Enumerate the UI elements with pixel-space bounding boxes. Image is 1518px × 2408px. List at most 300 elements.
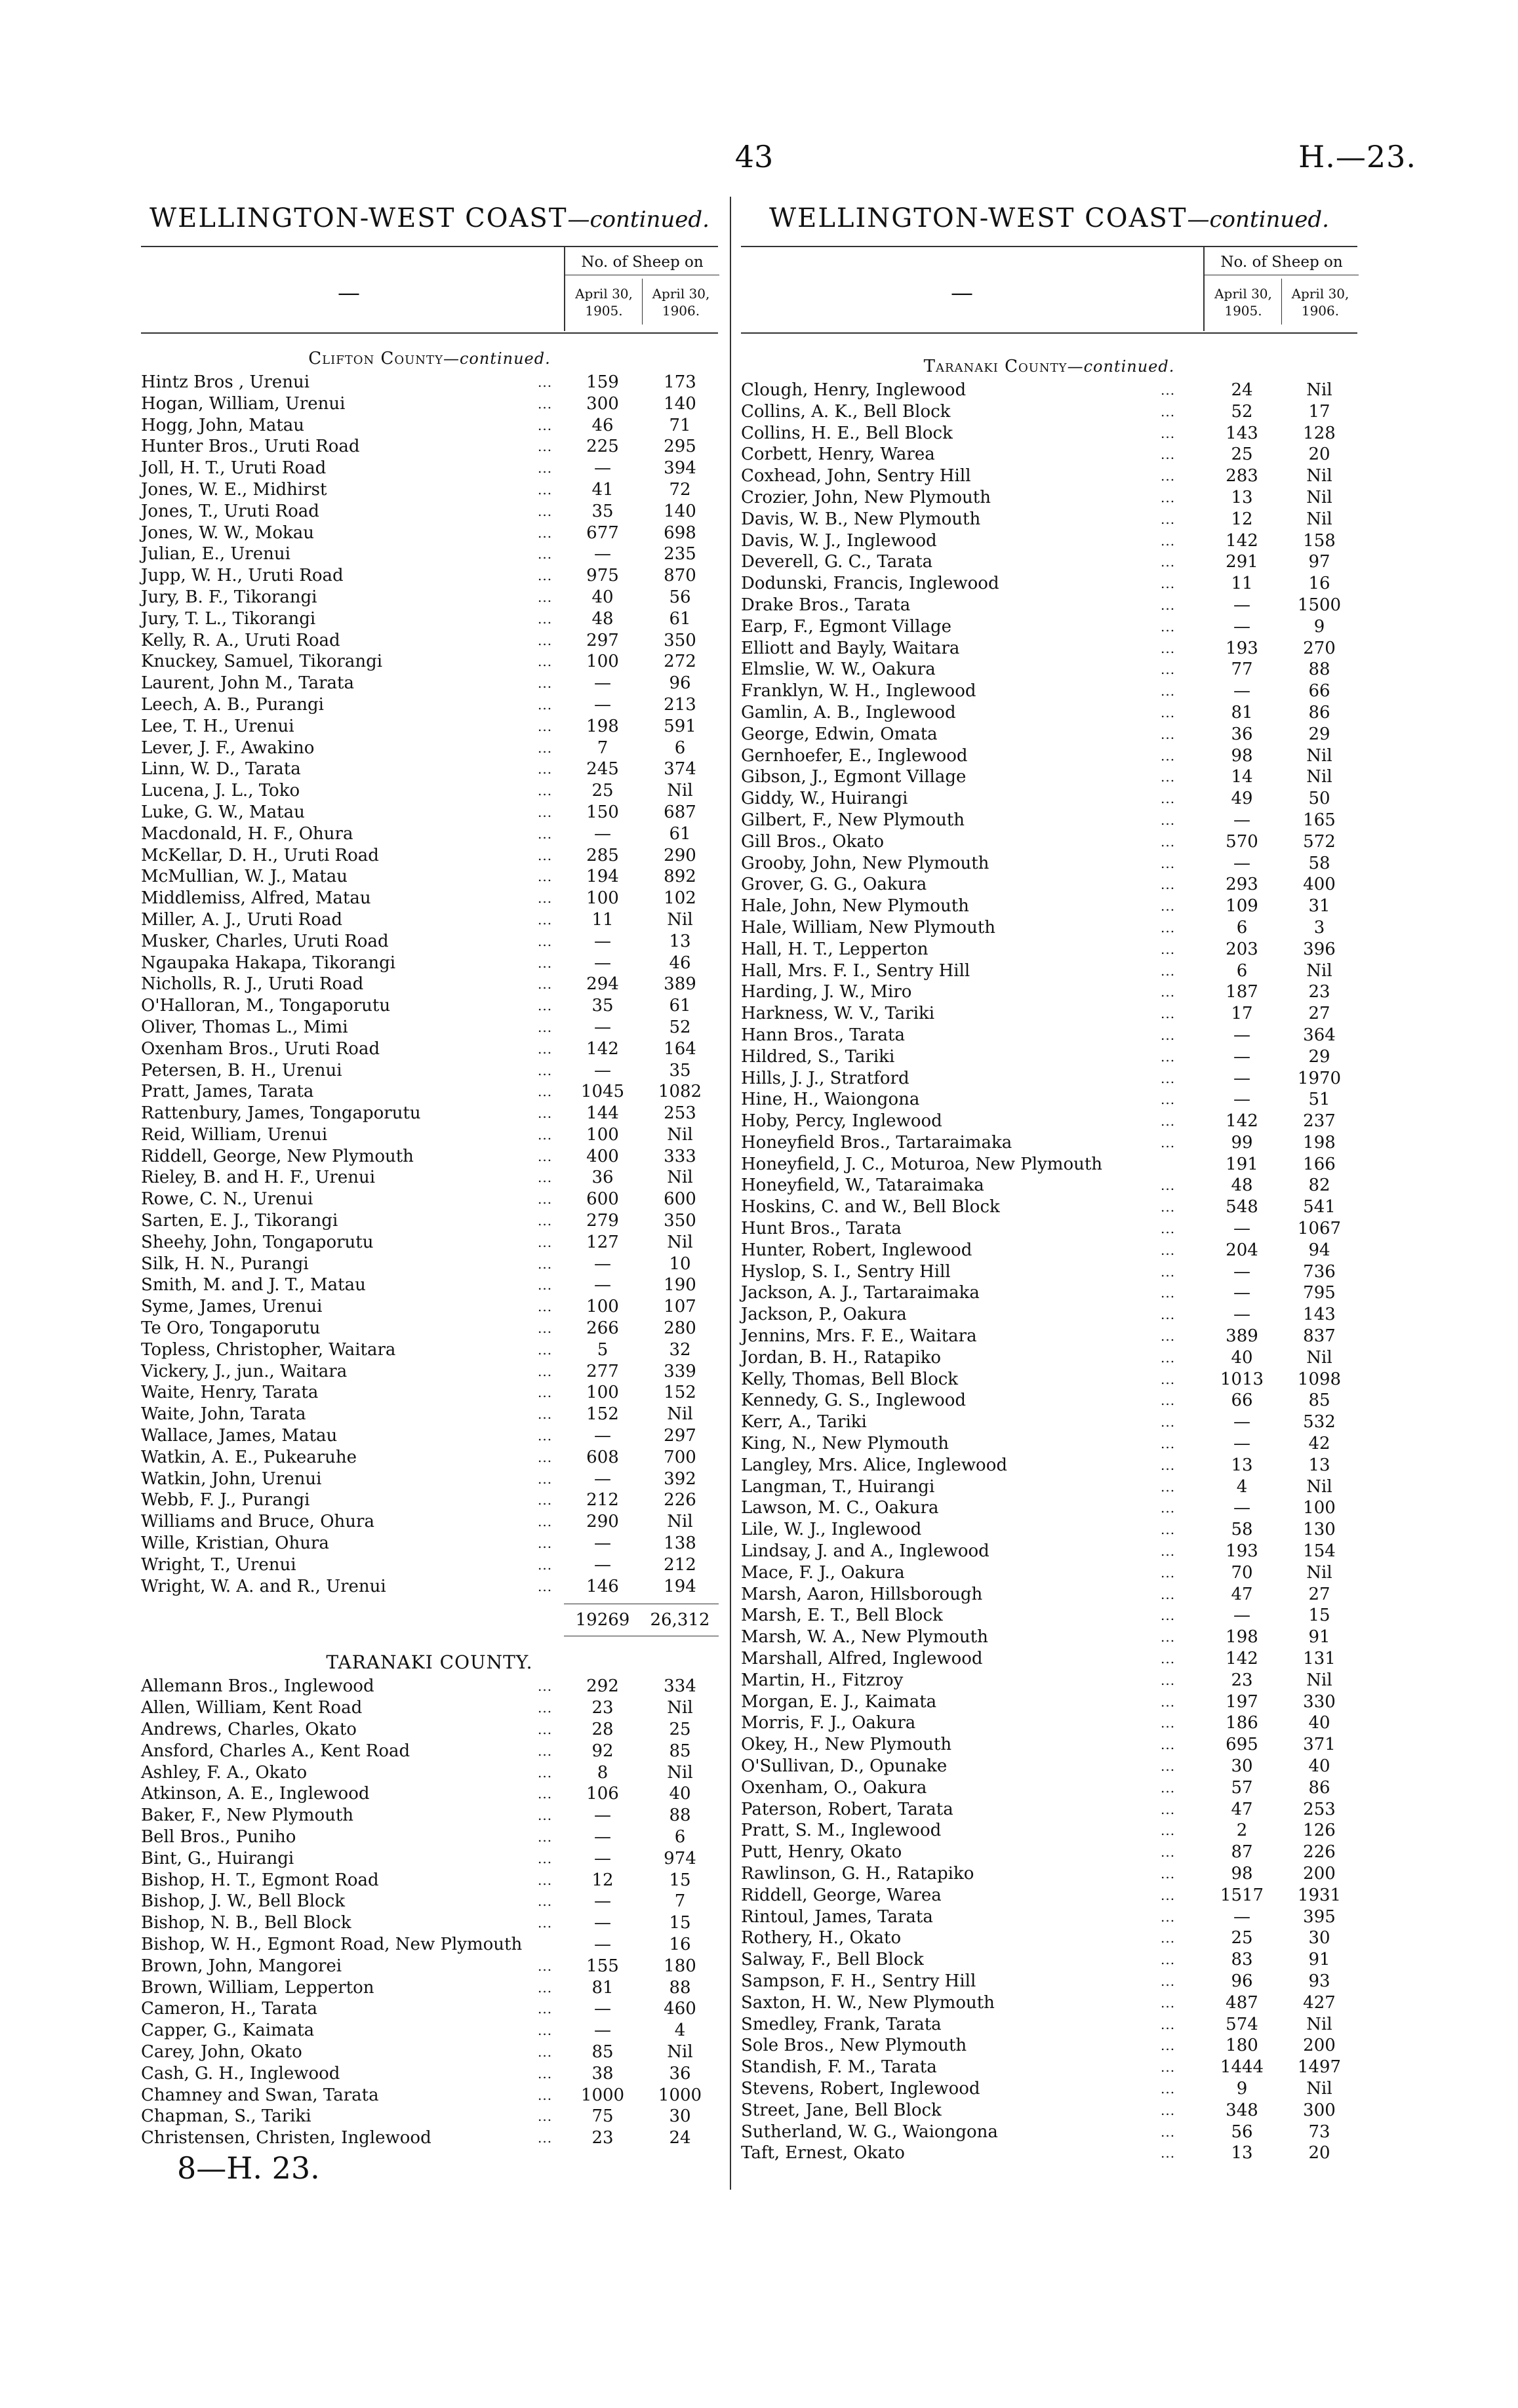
row-name: Waite, Henry, Tarata (141, 1383, 319, 1403)
row-name: Webb, F. J., Purangi (141, 1490, 310, 1510)
value-1905: 548 (1226, 1197, 1258, 1217)
row-name: Earp, F., Egmont Village (741, 616, 952, 637)
value-1906: 143 (1303, 1305, 1336, 1325)
row-name: Allemann Bros., Inglewood (141, 1676, 374, 1697)
leader-dots: ... (1161, 962, 1176, 979)
leader-dots: ... (538, 1126, 553, 1143)
left-column (141, 200, 718, 2149)
row-name: Drake Bros., Tarata (741, 595, 911, 615)
value-1905: 100 (586, 1124, 619, 1145)
table-row (141, 1318, 718, 1339)
row-name: Jones, T., Uruti Road (141, 501, 319, 521)
table-row (141, 1189, 718, 1210)
row-name: Langman, T., Huirangi (741, 1476, 935, 1497)
row-name: Jupp, W. H., Uruti Road (141, 566, 344, 586)
value-1906: Nil (667, 909, 693, 930)
value-1906: 427 (1303, 1992, 1336, 2013)
table-row (141, 1447, 718, 1469)
table-row (741, 853, 1357, 875)
row-name: Syme, James, Urenui (141, 1297, 323, 1317)
value-1905: 98 (1231, 1863, 1253, 1884)
left-subheading-main: Clifton County (308, 349, 443, 368)
left-rows2 (141, 1676, 718, 2149)
value-1905: — (1233, 1434, 1250, 1454)
value-1905: — (594, 2021, 611, 2041)
value-1905: 203 (1226, 939, 1258, 959)
value-1905: 77 (1231, 660, 1253, 680)
table-row (741, 831, 1357, 853)
value-1906: Nil (1306, 1476, 1332, 1497)
leader-dots: ... (1161, 683, 1176, 700)
row-name: Mace, F. J., Oakura (741, 1562, 905, 1583)
table-row (141, 1210, 718, 1232)
leader-dots: ... (1161, 1285, 1176, 1301)
table-row (741, 2078, 1357, 2100)
row-name: Hine, H., Waiongona (741, 1090, 920, 1110)
value-1905: 81 (591, 1977, 614, 1998)
table-row (141, 823, 718, 845)
value-1905: — (594, 673, 611, 694)
table-row (741, 681, 1357, 702)
right-rows (741, 380, 1357, 2164)
leader-dots: ... (538, 589, 553, 605)
value-1905: — (1233, 1046, 1250, 1067)
value-1905: 13 (1231, 2143, 1253, 2163)
value-1905: 17 (1231, 1004, 1253, 1024)
value-1906: 82 (1308, 1175, 1330, 1196)
table-row (141, 1576, 718, 1598)
leader-dots: ... (538, 1191, 553, 1208)
row-name: Marshall, Alfred, Inglewood (741, 1649, 983, 1669)
row-name: Marsh, Aaron, Hillsborough (741, 1584, 983, 1604)
row-name: Collins, A. K., Bell Block (741, 401, 951, 422)
leader-dots: ... (1161, 1500, 1176, 1516)
row-name: Grover, G. G., Oakura (741, 875, 927, 895)
table-row (141, 802, 718, 823)
leader-dots: ... (538, 2065, 553, 2082)
value-1906: 140 (664, 501, 696, 521)
leader-dots: ... (538, 1850, 553, 1866)
table-row (141, 1511, 718, 1533)
row-name: Stevens, Robert, Inglewood (741, 2078, 980, 2099)
value-1906: 6 (674, 1827, 686, 1847)
row-name: Martin, H., Fitzroy (741, 1670, 904, 1690)
leader-dots: ... (538, 1979, 553, 1996)
table-row (141, 1676, 718, 1697)
value-1906: 31 (1308, 896, 1330, 917)
value-1905: — (594, 1913, 611, 1933)
value-1905: 98 (1231, 745, 1253, 766)
table-row (741, 1992, 1357, 2014)
table-row (141, 759, 718, 780)
value-1906: 164 (664, 1038, 696, 1059)
left-subheading (141, 345, 718, 372)
leader-dots: ... (538, 911, 553, 928)
value-1905: 146 (586, 1576, 619, 1596)
leader-dots: ... (538, 1535, 553, 1552)
value-1906: 15 (669, 1870, 691, 1890)
value-1906: 253 (664, 1103, 696, 1124)
row-name: Baker, F., New Plymouth (141, 1806, 354, 1826)
right-header-col2 (1281, 279, 1359, 325)
value-1905: 58 (1231, 1520, 1253, 1540)
leader-dots: ... (1161, 1586, 1176, 1602)
value-1906: 71 (669, 415, 691, 435)
value-1906: Nil (1306, 2014, 1332, 2034)
row-name: Wille, Kristian, Ohura (141, 1533, 329, 1554)
leader-dots: ... (538, 1363, 553, 1379)
value-1905: — (594, 1934, 611, 1954)
table-row (741, 1971, 1357, 1992)
value-1906: Nil (667, 1168, 693, 1188)
value-1906: 541 (1303, 1197, 1336, 1217)
row-name: Ashley, F. A., Okato (141, 1762, 308, 1783)
table-row (741, 1089, 1357, 1111)
value-1906: 532 (1303, 1412, 1336, 1432)
leader-dots: ... (538, 546, 553, 563)
row-name: Bishop, J. W., Bell Block (141, 1891, 346, 1912)
value-1905: 13 (1231, 487, 1253, 507)
value-1905: — (1233, 681, 1250, 701)
table-row (741, 745, 1357, 767)
row-name: Allen, William, Kent Road (141, 1698, 363, 1718)
leader-dots: ... (538, 417, 553, 433)
value-1905: 13 (1231, 1455, 1253, 1475)
row-name: Atkinson, A. E., Inglewood (141, 1784, 370, 1804)
leader-dots: ... (538, 1578, 553, 1594)
value-1906: 1497 (1297, 2057, 1342, 2078)
value-1905: 127 (586, 1232, 619, 1252)
right-header-col1-line1: April 30, (1214, 286, 1272, 302)
row-name: Hogg, John, Matau (141, 415, 305, 435)
leader-dots: ... (538, 439, 553, 455)
row-name: Hills, J. J., Stratford (741, 1068, 909, 1088)
value-1905: 100 (586, 1383, 619, 1403)
row-name: Harkness, W. V., Tariki (741, 1004, 935, 1024)
table-row (741, 1777, 1357, 1799)
value-1905: — (594, 1253, 611, 1274)
value-1905: 285 (586, 845, 619, 865)
leader-dots: ... (1161, 640, 1176, 656)
value-1905: 487 (1226, 1992, 1258, 2013)
table-row (141, 630, 718, 652)
right-column (741, 200, 1357, 2164)
value-1905: 212 (586, 1490, 619, 1510)
value-1905: 83 (1231, 1950, 1253, 1970)
value-1905: 40 (1231, 1347, 1253, 1368)
value-1905: 24 (1231, 380, 1253, 400)
table-row (141, 436, 718, 458)
right-heading-title: WELLINGTON-WEST COAST (769, 203, 1188, 233)
value-1906: 235 (664, 544, 696, 564)
row-name: Coxhead, John, Sentry Hill (741, 466, 971, 486)
row-name: Salway, F., Bell Block (741, 1950, 924, 1970)
leader-dots: ... (538, 1040, 553, 1057)
value-1906: 13 (669, 931, 691, 951)
value-1905: 23 (591, 2128, 614, 2148)
value-1906: 572 (1303, 831, 1336, 852)
table-row (141, 479, 718, 501)
value-1906: 27 (1308, 1584, 1330, 1604)
leader-dots: ... (538, 1385, 553, 1401)
value-1906: 6 (674, 738, 686, 758)
table-row (141, 501, 718, 523)
value-1905: 5 (597, 1339, 609, 1360)
value-1906: Nil (667, 1404, 693, 1425)
value-1905: — (1233, 853, 1250, 873)
leader-dots: ... (1161, 984, 1176, 1000)
row-name: Lawson, M. C., Oakura (741, 1498, 939, 1518)
leader-dots: ... (1161, 1887, 1176, 1903)
table-row (741, 1756, 1357, 1777)
table-row (141, 974, 718, 995)
left-heading-title: WELLINGTON-WEST COAST (150, 203, 568, 233)
row-name: Gill Bros., Okato (741, 831, 884, 852)
leader-dots: ... (538, 1492, 553, 1509)
value-1905: — (594, 1533, 611, 1554)
row-name: Cash, G. H., Inglewood (141, 2063, 340, 2083)
leader-dots: ... (1161, 382, 1176, 398)
leader-dots: ... (538, 1234, 553, 1250)
leader-dots: ... (538, 825, 553, 842)
table-row (741, 917, 1357, 939)
value-1905: 7 (597, 738, 609, 758)
row-name: Gernhoefer, E., Inglewood (741, 745, 968, 766)
table-row (741, 1799, 1357, 1821)
value-1905: — (1233, 1219, 1250, 1239)
row-name: King, N., New Plymouth (741, 1434, 949, 1454)
leader-dots: ... (538, 1722, 553, 1738)
row-name: Rattenbury, James, Tongaporutu (141, 1103, 421, 1124)
value-1905: 570 (1226, 831, 1258, 852)
row-name: Rothery, H., Okato (741, 1928, 902, 1948)
table-row (741, 1562, 1357, 1584)
row-name: Luke, G. W., Matau (141, 802, 305, 822)
value-1905: 279 (586, 1211, 619, 1231)
table-row (141, 866, 718, 888)
value-1905: 109 (1226, 896, 1258, 917)
value-1906: 42 (1308, 1434, 1330, 1454)
value-1906: 392 (664, 1469, 696, 1489)
leader-dots: ... (538, 481, 553, 498)
table-row (141, 1805, 718, 1826)
row-name: Hoskins, C. and W., Bell Block (741, 1197, 1000, 1217)
leader-dots: ... (538, 696, 553, 713)
value-1906: 295 (664, 437, 696, 457)
table-row (141, 1912, 718, 1934)
table-row (141, 523, 718, 544)
leader-dots: ... (538, 610, 553, 627)
leader-dots: ... (538, 2043, 553, 2060)
value-1906: 86 (1308, 702, 1330, 722)
value-1906: 394 (664, 458, 696, 479)
leader-dots: ... (1161, 1177, 1176, 1194)
row-name: Deverell, G. C., Tarata (741, 552, 933, 572)
leader-dots: ... (1161, 1952, 1176, 1968)
value-1905: 142 (1226, 1111, 1258, 1132)
table-row (741, 702, 1357, 724)
value-1905: — (594, 1891, 611, 1912)
leader-dots: ... (1161, 489, 1176, 505)
value-1906: 86 (1308, 1777, 1330, 1798)
value-1905: 23 (1231, 1670, 1253, 1690)
leader-dots: ... (1161, 618, 1176, 635)
value-1905: — (594, 1426, 611, 1446)
value-1905: 85 (591, 2042, 614, 2062)
leader-dots: ... (538, 1299, 553, 1315)
value-1905: 36 (1231, 724, 1253, 744)
value-1906: 100 (1303, 1498, 1336, 1518)
row-name: Bell Bros., Puniho (141, 1827, 296, 1847)
value-1905: 290 (586, 1512, 619, 1532)
table-row (141, 1060, 718, 1082)
value-1906: 152 (664, 1383, 696, 1403)
row-name: Chamney and Swan, Tarata (141, 2085, 379, 2105)
row-name: Street, Jane, Bell Block (741, 2100, 942, 2120)
table-row (141, 1719, 718, 1741)
right-table-header (741, 246, 1357, 334)
row-name: Morgan, E. J., Kaimata (741, 1691, 937, 1712)
value-1905: 28 (591, 1720, 614, 1740)
value-1906: 795 (1303, 1283, 1336, 1303)
row-name: George, Edwin, Omata (741, 724, 938, 744)
value-1905: 245 (586, 759, 619, 780)
leader-dots: ... (1161, 1048, 1176, 1065)
value-1906: 213 (664, 694, 696, 715)
table-row (741, 1734, 1357, 1756)
table-row (741, 616, 1357, 638)
table-row (141, 1956, 718, 1977)
row-name: Honeyfield, W., Tataraimaka (741, 1175, 984, 1196)
value-1905: 150 (586, 802, 619, 822)
value-1906: 91 (1308, 1950, 1330, 1970)
leader-dots: ... (538, 524, 553, 541)
value-1905: 99 (1231, 1132, 1253, 1153)
value-1906: 13 (1308, 1455, 1330, 1475)
leader-dots: ... (538, 1406, 553, 1423)
table-row (741, 1455, 1357, 1476)
value-1906: 46 (669, 953, 691, 973)
leader-dots: ... (538, 1148, 553, 1164)
row-name: Kelly, Thomas, Bell Block (741, 1369, 959, 1389)
value-1906: 20 (1308, 444, 1330, 465)
table-row (141, 1124, 718, 1146)
value-1906: 9 (1313, 616, 1325, 637)
value-1906: 61 (669, 823, 691, 844)
leader-dots: ... (1161, 2145, 1176, 2161)
row-name: Linn, W. D., Tarata (141, 759, 301, 780)
row-name: Jury, T. L., Tikorangi (141, 608, 316, 629)
leader-dots: ... (538, 1893, 553, 1910)
leader-dots: ... (538, 2001, 553, 2017)
value-1905: — (594, 544, 611, 564)
leader-dots: ... (1161, 1242, 1176, 1258)
table-row (741, 1605, 1357, 1627)
leader-dots: ... (538, 1514, 553, 1530)
leader-dots: ... (538, 654, 553, 670)
value-1906: 58 (1308, 853, 1330, 873)
value-1906: 3 (1313, 917, 1325, 938)
value-1906: 20 (1308, 2143, 1330, 2163)
right-subheading-continued: —continued. (1067, 357, 1175, 376)
value-1905: 8 (597, 1762, 609, 1783)
row-name: Middlemiss, Alfred, Matau (141, 888, 371, 909)
value-1906: 56 (669, 587, 691, 607)
table-row (741, 788, 1357, 810)
value-1905: — (594, 931, 611, 951)
value-1905: — (594, 694, 611, 715)
value-1906: 97 (1308, 552, 1330, 572)
value-1906: 974 (664, 1848, 696, 1868)
table-row (741, 551, 1357, 573)
value-1906: Nil (1306, 2078, 1332, 2099)
table-row (141, 1891, 718, 1912)
leader-dots: ... (1161, 1779, 1176, 1796)
table-row (141, 2063, 718, 2085)
table-row (141, 1998, 718, 2020)
value-1905: 186 (1226, 1713, 1258, 1733)
row-name: Standish, F. M., Tarata (741, 2057, 937, 2078)
leader-dots: ... (1161, 2059, 1176, 2076)
right-header-col1-line2: 1905. (1224, 303, 1262, 319)
value-1906: 297 (664, 1426, 696, 1446)
leader-dots: ... (1161, 1349, 1176, 1366)
value-1905: 283 (1226, 466, 1258, 486)
value-1905: 180 (1226, 2036, 1258, 2056)
leader-dots: ... (1161, 1113, 1176, 1130)
value-1905: 193 (1226, 1541, 1258, 1562)
leader-dots: ... (538, 1019, 553, 1035)
leader-dots: ... (538, 761, 553, 778)
right-subheading-main: Taranaki County (923, 357, 1068, 376)
value-1906: 892 (664, 867, 696, 887)
value-1905: — (594, 1060, 611, 1080)
table-row (741, 509, 1357, 530)
value-1906: 374 (664, 759, 696, 780)
value-1905: 198 (1226, 1627, 1258, 1648)
value-1906: 198 (1303, 1132, 1336, 1153)
row-name: Bint, G., Huirangi (141, 1848, 294, 1868)
leader-dots: ... (1161, 704, 1176, 720)
row-name: Lee, T. H., Urenui (141, 716, 294, 736)
page-signature: 8—H. 23. (177, 2150, 320, 2186)
value-1905: — (594, 1469, 611, 1489)
row-name: Bishop, N. B., Bell Block (141, 1913, 351, 1933)
leader-dots: ... (538, 503, 553, 519)
value-1905: 159 (586, 372, 619, 392)
value-1906: 10 (669, 1253, 691, 1274)
value-1906: 334 (664, 1676, 696, 1697)
value-1906: 698 (664, 523, 696, 543)
leader-dots: ... (1161, 1436, 1176, 1452)
leader-dots: ... (1161, 1543, 1176, 1560)
value-1906: 736 (1303, 1261, 1336, 1282)
value-1906: 1970 (1297, 1068, 1342, 1088)
leader-dots: ... (1161, 877, 1176, 893)
leader-dots: ... (1161, 1737, 1176, 1753)
value-1905: 66 (1231, 1391, 1253, 1411)
value-1906: 66 (1308, 681, 1330, 701)
row-name: Carey, John, Okato (141, 2042, 302, 2062)
value-1906: 400 (1303, 875, 1336, 895)
row-name: Rawlinson, G. H., Ratapiko (741, 1863, 974, 1884)
row-name: Elmslie, W. W., Oakura (741, 660, 936, 680)
right-header-dash: — (951, 280, 973, 306)
value-1905: 695 (1226, 1735, 1258, 1755)
row-name: Sarten, E. J., Tikorangi (141, 1211, 338, 1231)
value-1906: Nil (667, 1512, 693, 1532)
leader-dots: ... (538, 1062, 553, 1078)
